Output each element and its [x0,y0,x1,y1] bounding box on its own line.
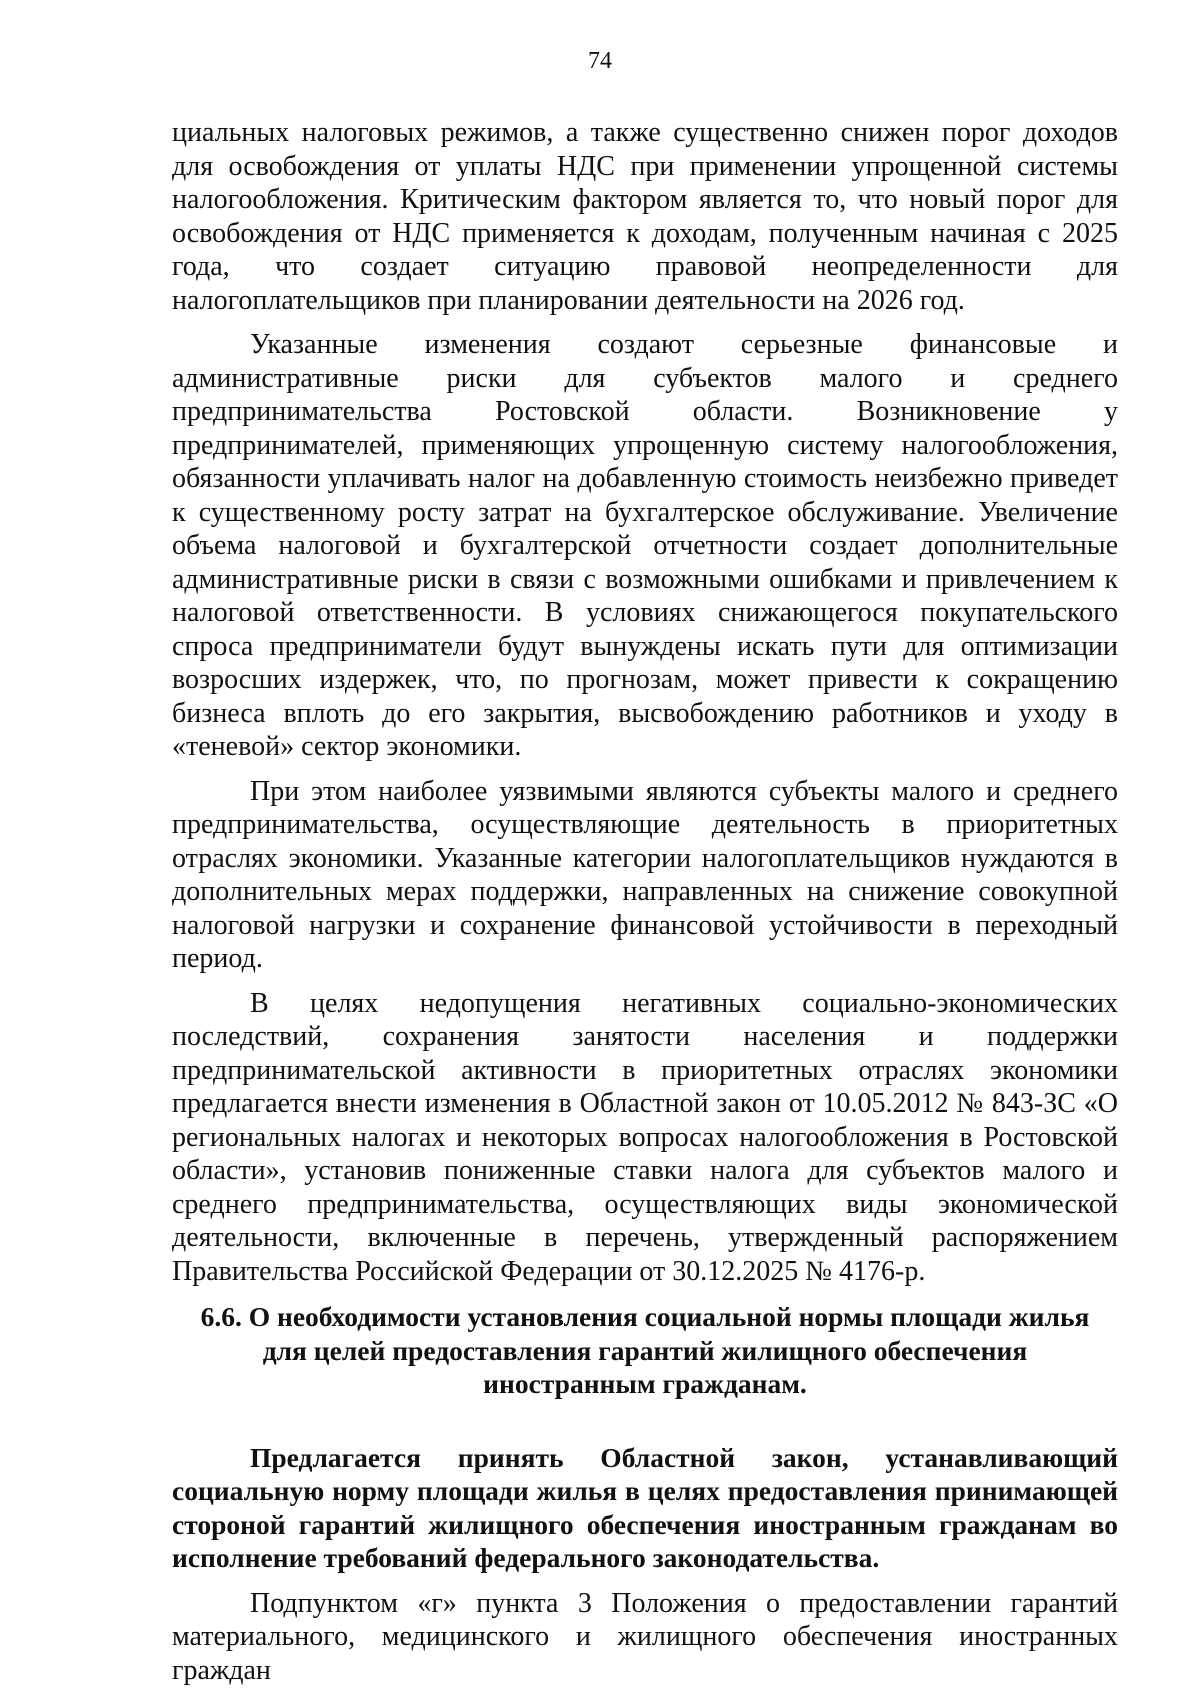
paragraph-vulnerable-subjects: При этом наиболее уязвимыми являются субъекты малого и среднего предпринимательства, осуществляющие деятельность в приоритетных отраслях экономики. Указанные категории налогоплательщиков нуждаются в дополнительных мерах поддержки, направленных на снижение совокупной налоговой нагрузки и сохранение финансовой устойчивости в переходный период. [172,775,1118,974]
paragraph-continuation: циальных налоговых режимов, а также существенно снижен порог доходов для освобождения от уплаты НДС при применении упрощенной системы налогообложения. Критическим фактором является то, что новый порог для освобождения от НДС применяется к доходам, полученным начиная с 2025 года, что создает ситуацию правовой неопределенности для налогоплательщиков при планировании деятельности на 2026 год. [172,117,1118,316]
document-body [172,116,1118,1687]
paragraph-proposed-changes: В целях недопущения негативных социально-экономических последствий, сохранения занятости населения и поддержки предпринимательской активности в приоритетных отраслях экономики предлагается внести изменения в Областной закон от 10.05.2012 № 843-ЗС «О региональных налогах и некоторых вопросах налогообложения в Ростовской области», установив пониженные ставки налога для субъектов малого и среднего предпринимательства, осуществляющих виды экономической деятельности, включенные в перечень, утвержденный распоряжением Правительства Российской Федерации от 30.12.2025 № 4176-р. [172,987,1118,1287]
page-number: 74 [588,48,612,74]
section-heading: 6.6. О необходимости установления социальной нормы площади жилья для целей предоставления гарантий жилищного обеспечения иностранным гражданам. [200,1301,1090,1399]
paragraph-risks: Указанные изменения создают серьезные финансовые и административные риски для субъектов малого и среднего предпринимательства Ростовской области. Возникновение у предпринимателей, применяющих упрощенную систему налогообложения, обязанности уплачивать налог на добавленную стоимость неизбежно приведет к существенному росту затрат на бухгалтерское обслуживание. Увеличение объема налоговой и бухгалтерской отчетности создает дополнительные административные риски в связи с возможными ошибками и привлечением к налоговой ответственности. В условиях снижающегося покупательского спроса предприниматели будут вынуждены искать пути для оптимизации возросших издержек, что, по прогнозам, может привести к сокращению бизнеса вплоть до его закрытия, высвобождению работников и уходу в «теневой» сектор экономики. [172,329,1118,762]
proposal-statement: Предлагается принять Областной закон, устанавливающий социальную норму площади жилья в целях предоставления принимающей стороной гарантий жилищного обеспечения иностранным гражданам во исполнение требований федерального законодательства. [172,1441,1118,1573]
paragraph-final: Подпунктом «г» пункта 3 Положения о предоставлении гарантий материального, медицинского и жилищного обеспечения иностранных граждан [172,1587,1118,1686]
